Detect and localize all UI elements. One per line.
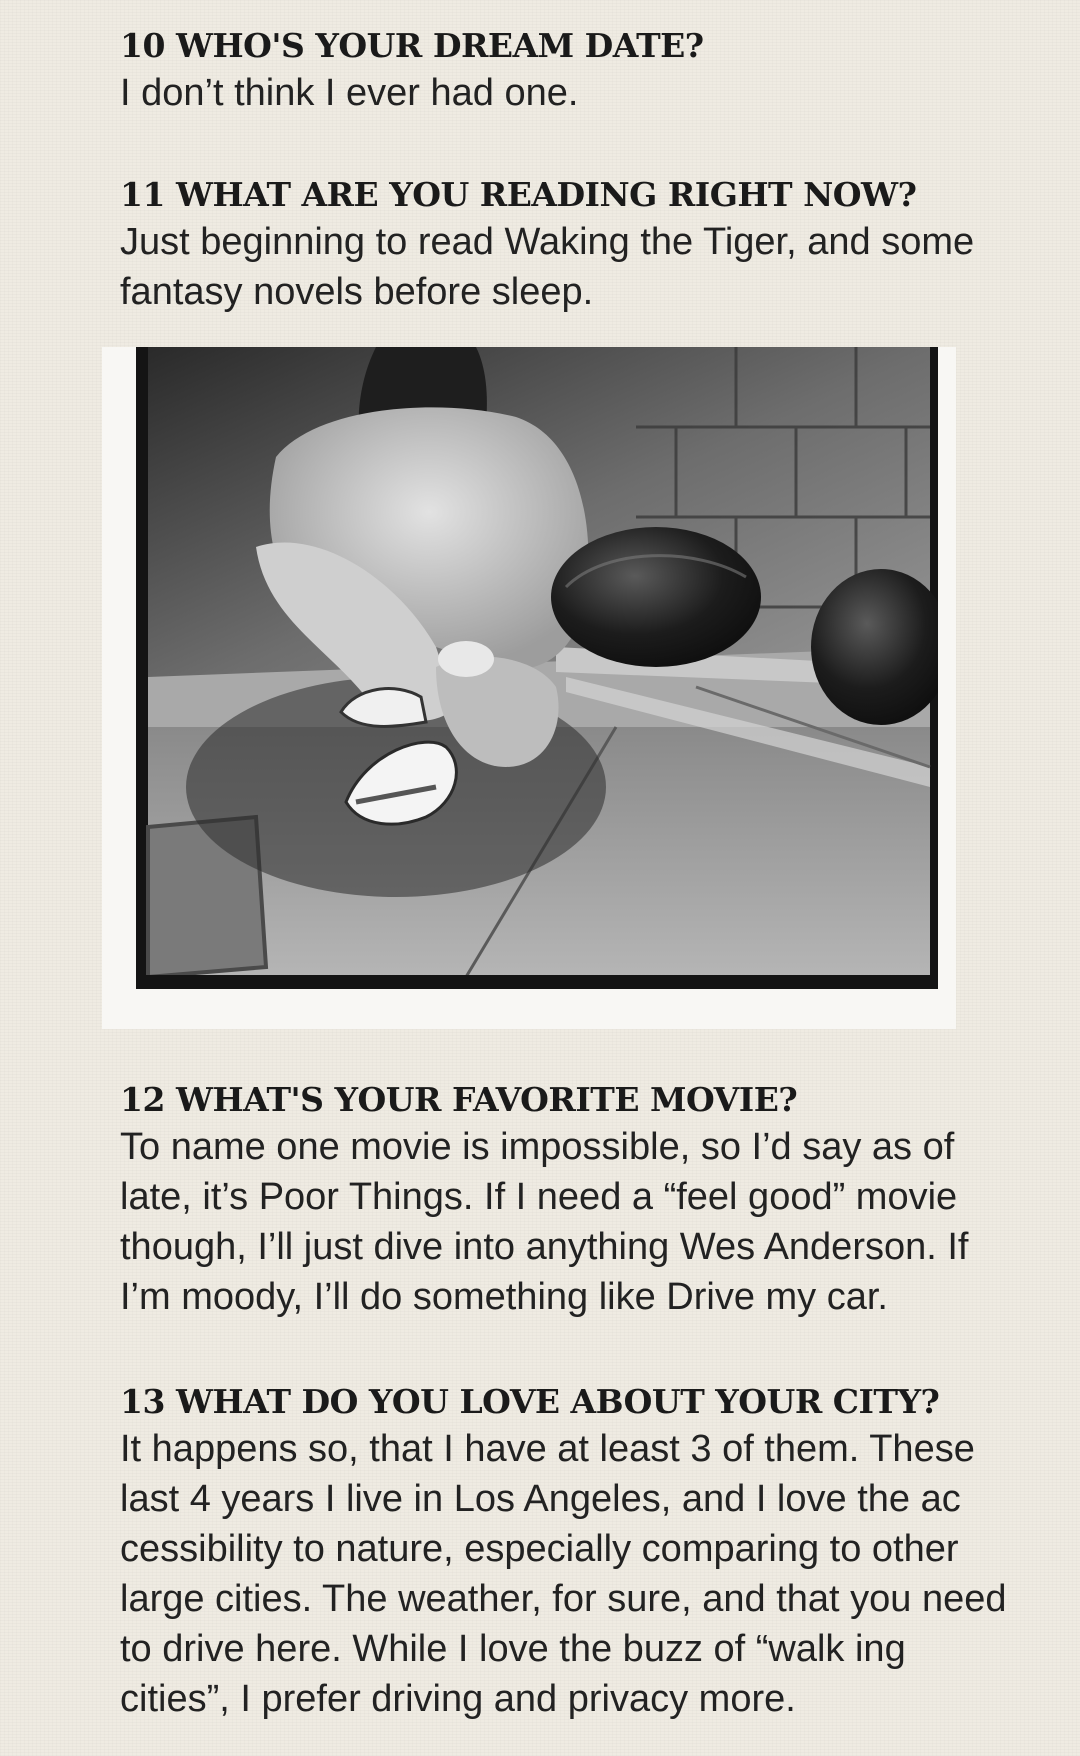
question-number: 11	[120, 175, 165, 214]
photo-frame	[102, 347, 956, 1029]
question-heading	[120, 1078, 1020, 1122]
question-number: 13	[120, 1382, 165, 1421]
photo-sitting-on-sidewalk	[136, 347, 938, 989]
question-text: WHAT ARE YOU READING RIGHT NOW?	[175, 175, 917, 214]
answer-text: To name one movie is impossible, so I’d say as of late, it’s Poor Things. If I need a “feel good” movie though, I’ll just dive into anything Wes Anderson. If I’m moody, I’ll do something like Drive my car.	[120, 1126, 969, 1318]
question-number: 10	[120, 26, 165, 65]
question-text: WHO'S YOUR DREAM DATE?	[175, 26, 704, 65]
answer-text: It happens so, that I have at least 3 of them. These last 4 years I live in Los Angeles, and I love the ac cessibility to nature, especially comparing to other large cities. The weather, for sure, and that you need to drive here. While I love the buzz of “walk ing cities”, I prefer driving and privacy more.	[120, 1428, 1007, 1720]
question-heading	[120, 24, 1020, 68]
answer-text: I don’t think I ever had one.	[120, 72, 579, 114]
answer-text: Just beginning to read Waking the Tiger, and some fantasy novels before sleep.	[120, 221, 975, 313]
question-text: WHAT DO YOU LOVE ABOUT YOUR CITY?	[175, 1382, 940, 1421]
question-text: WHAT'S YOUR FAVORITE MOVIE?	[175, 1080, 798, 1119]
question-number: 12	[120, 1080, 165, 1119]
question-heading	[120, 173, 1020, 217]
qa-item-13	[120, 1380, 1020, 1724]
question-heading	[120, 1380, 1020, 1424]
qa-item-12	[120, 1078, 1020, 1322]
qa-item-11	[120, 173, 1020, 317]
qa-item-10	[120, 24, 1020, 118]
